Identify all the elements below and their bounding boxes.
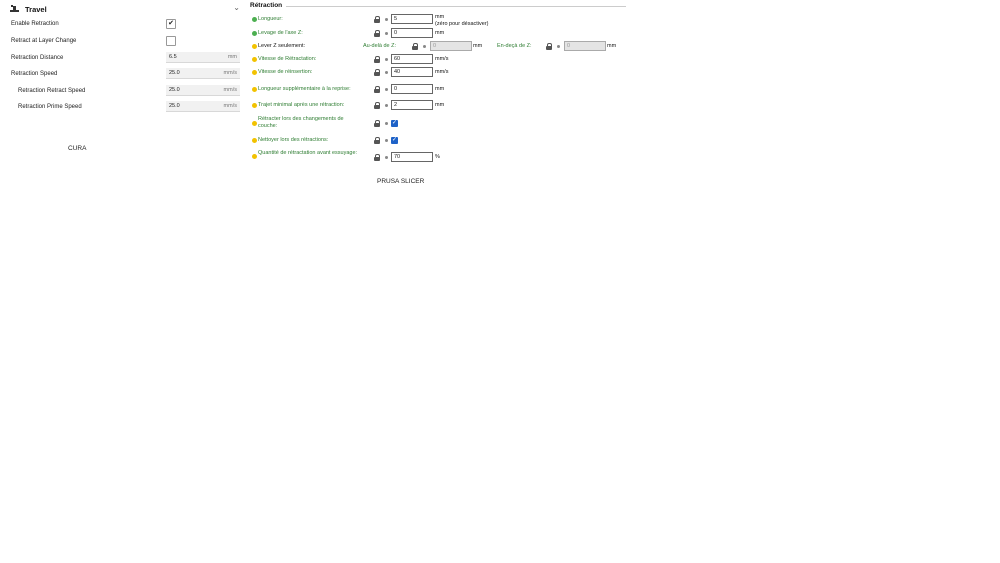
chevron-down-icon[interactable]: ⌄: [233, 3, 240, 12]
setting-retraction-distance: [11, 51, 241, 64]
lock-icon[interactable]: [374, 102, 380, 109]
setting-label: Retraction Speed: [11, 70, 58, 77]
lock-icon[interactable]: [374, 69, 380, 76]
row-longueur-supp: [250, 84, 630, 97]
row-trajet-minimal: [250, 100, 630, 113]
lock-icon[interactable]: [374, 56, 380, 63]
unit: mm: [435, 30, 445, 36]
status-dot: [252, 44, 257, 49]
bullet-icon[interactable]: [385, 88, 388, 91]
row-lever-z: [250, 41, 630, 54]
au-dela-input[interactable]: 0: [430, 41, 472, 51]
retraction-distance-field[interactable]: [166, 52, 240, 63]
lock-icon[interactable]: [374, 154, 380, 161]
vitesse-retractation-input[interactable]: 60: [391, 54, 433, 64]
section-divider: [286, 6, 626, 7]
status-dot: [252, 87, 257, 92]
label-lever-z: Lever Z seulement:: [258, 43, 306, 49]
lock-icon[interactable]: [412, 43, 418, 50]
prusa-caption: PRUSA SLICER: [377, 178, 425, 185]
lock-icon[interactable]: [546, 43, 552, 50]
label-en-deca: En-deçà de Z:: [497, 43, 532, 49]
label-nettoyer: Nettoyer lors des rétractions:: [258, 137, 329, 143]
bullet-icon[interactable]: [385, 71, 388, 74]
label-retracter-couche: Rétracter lors des changements de couche:: [258, 116, 344, 129]
row-nettoyer: [250, 135, 630, 148]
label-longueur: Longueur:: [258, 16, 283, 22]
quantite-retractation-input[interactable]: 70: [391, 152, 433, 162]
retraction-speed-field[interactable]: [166, 68, 240, 79]
setting-label: Enable Retraction: [11, 20, 59, 27]
retracter-couche-checkbox[interactable]: ✓: [391, 120, 398, 126]
setting-label: Retraction Prime Speed: [18, 103, 82, 110]
label-trajet-minimal: Trajet minimal après une rétraction:: [258, 102, 345, 108]
status-dot: [252, 57, 257, 62]
unit: mm/s: [435, 69, 449, 75]
unit: mm/s: [435, 56, 449, 62]
field-unit: mm/s: [223, 70, 237, 76]
bullet-icon[interactable]: [557, 45, 560, 48]
lock-icon[interactable]: [374, 120, 380, 127]
setting-label: Retraction Retract Speed: [18, 87, 86, 94]
prime-speed-field[interactable]: [166, 101, 240, 112]
unit-note: (zéro pour désactiver): [435, 21, 489, 27]
longueur-input[interactable]: 5: [391, 14, 433, 24]
bullet-icon[interactable]: [385, 156, 388, 159]
row-vitesse-reinsertion: [250, 67, 630, 80]
lock-icon[interactable]: [374, 137, 380, 144]
field-value: 25.0: [169, 103, 180, 109]
row-quantite-retractation: [250, 150, 630, 162]
setting-enable-retraction: [11, 17, 241, 30]
longueur-supp-input[interactable]: 0: [391, 84, 433, 94]
status-dot: [252, 70, 257, 75]
field-value: 25.0: [169, 70, 180, 76]
nettoyer-checkbox[interactable]: ✓: [391, 137, 398, 143]
setting-retraction-speed: [11, 67, 241, 80]
trajet-minimal-input[interactable]: 2: [391, 100, 433, 110]
label-longueur-supp: Longueur supplémentaire à la reprise:: [258, 86, 351, 92]
unit: mm: [435, 86, 445, 92]
row-retracter-couche: [250, 116, 630, 132]
setting-label: Retraction Distance: [11, 54, 64, 61]
prusa-section-title: Rétraction: [250, 2, 283, 9]
bullet-icon[interactable]: [385, 139, 388, 142]
bullet-icon[interactable]: [423, 45, 426, 48]
status-dot: [252, 138, 257, 143]
levage-input[interactable]: 0: [391, 28, 433, 38]
unit: %: [435, 154, 440, 160]
setting-retract-at-layer-change: [11, 34, 241, 47]
cura-travel-header[interactable]: [10, 3, 240, 15]
label-vitesse-reinsertion: Vitesse de réinsertion:: [258, 69, 313, 75]
retract-speed-field[interactable]: [166, 85, 240, 96]
travel-icon: [10, 5, 19, 13]
cura-section-title: Travel: [25, 4, 47, 14]
field-unit: mm/s: [223, 103, 237, 109]
setting-retraction-prime-speed: [18, 100, 248, 113]
bullet-icon[interactable]: [385, 122, 388, 125]
bullet-icon[interactable]: [385, 32, 388, 35]
status-dot: [252, 103, 257, 108]
status-dot: [252, 17, 257, 22]
field-value: 6.5: [169, 54, 177, 60]
row-levage-z: [250, 28, 630, 41]
lock-icon[interactable]: [374, 30, 380, 37]
label-vitesse-retractation: Vitesse de Rétractation:: [258, 56, 317, 62]
label-au-dela: Au-delà de Z:: [363, 43, 397, 49]
row-vitesse-retractation: [250, 54, 630, 67]
unit: mm: [607, 43, 617, 49]
label-quantite-retractation: Quantité de rétractation avant essuyage:: [258, 150, 358, 156]
setting-retraction-retract-speed: [18, 84, 248, 97]
field-unit: mm/s: [223, 87, 237, 93]
label-levage: Levage de l'axe Z:: [258, 30, 303, 36]
unit: mm: [435, 14, 445, 20]
en-deca-input[interactable]: 0: [564, 41, 606, 51]
status-dot: [252, 154, 257, 159]
lock-icon[interactable]: [374, 86, 380, 93]
bullet-icon[interactable]: [385, 18, 388, 21]
unit: mm: [435, 102, 445, 108]
setting-label: Retract at Layer Change: [11, 37, 77, 44]
bullet-icon[interactable]: [385, 104, 388, 107]
enable-retraction-checkbox[interactable]: ✔: [166, 19, 176, 29]
vitesse-reinsertion-input[interactable]: 40: [391, 67, 433, 77]
retract-layer-change-checkbox[interactable]: [166, 36, 176, 46]
bullet-icon[interactable]: [385, 58, 388, 61]
field-value: 25.0: [169, 87, 180, 93]
unit: mm: [473, 43, 483, 49]
status-dot: [252, 121, 257, 126]
field-unit: mm: [227, 54, 237, 60]
status-dot: [252, 31, 257, 36]
row-longueur: [250, 14, 630, 27]
cura-caption: CURA: [68, 145, 87, 152]
lock-icon[interactable]: [374, 16, 380, 23]
